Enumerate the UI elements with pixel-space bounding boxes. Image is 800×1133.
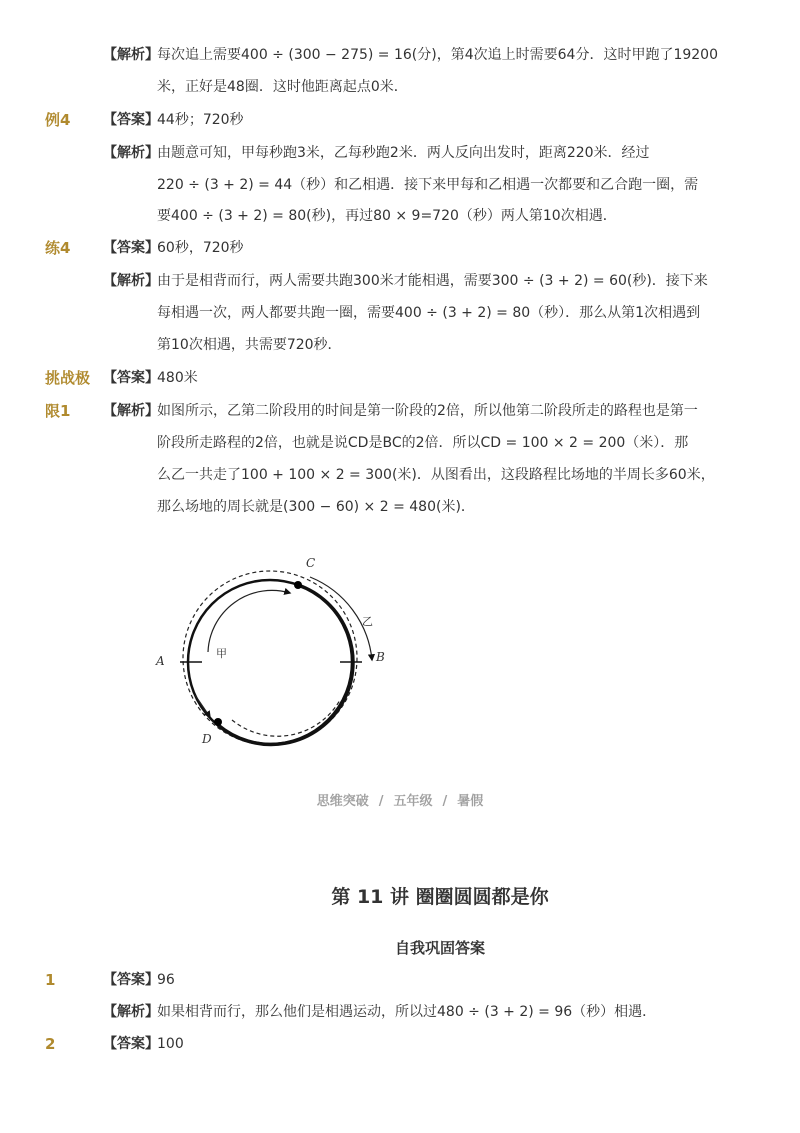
yi-path-arc	[218, 585, 353, 744]
answer-text: 96	[157, 972, 175, 988]
answer-text: 44秒；720秒	[157, 112, 244, 128]
answer-tag: 【答案】	[103, 370, 159, 386]
analysis-tag: 【解析】	[103, 403, 159, 419]
footer-term: 暑假	[457, 794, 484, 809]
chapter-subtitle: 自我巩固答案	[394, 939, 485, 957]
jia-direction-arrow	[208, 590, 290, 652]
page-footer	[0, 790, 800, 809]
analysis-text: 第10次相遇，共需要720秒．	[157, 337, 342, 353]
question-number: 2	[45, 1035, 56, 1053]
answer-text: 100	[157, 1036, 184, 1052]
label-jia: 甲	[216, 647, 227, 660]
analysis-tag: 【解析】	[103, 1004, 159, 1020]
label-c: C	[306, 556, 316, 570]
circular-track-diagram	[140, 545, 400, 755]
chapter-title: 第 11 讲 圈圈圆圆都是你	[331, 886, 549, 908]
analysis-text: 由于是相背而行，两人需要共跑300米才能相遇，需要300 ÷ (3 + 2) = 60(秒)．接下来	[157, 273, 708, 289]
practice-4-label: 练4	[45, 239, 71, 257]
analysis-text: 220 ÷ (3 + 2) = 44（秒）和乙相遇．接下来甲每和乙相遇一次都要和乙合跑一圈，需	[157, 177, 699, 193]
analysis-text: 要400 ÷ (3 + 2) = 80(秒)，再过80 × 9=720（秒）两人第10次相遇．	[157, 208, 617, 224]
answer-tag: 【答案】	[103, 1036, 159, 1052]
analysis-text: 如果相背而行，那么他们是相遇运动，所以过480 ÷ (3 + 2) = 96（秒）相遇．	[157, 1004, 657, 1020]
point-d	[214, 718, 222, 726]
footer-book: 思维突破	[316, 794, 369, 809]
analysis-tag: 【解析】	[103, 273, 159, 289]
analysis-text: 米，正好是48圈．这时他距离起点0米．	[157, 79, 408, 95]
analysis-text: 如图所示，乙第二阶段用的时间是第一阶段的2倍，所以他第二阶段所走的路程也是第一	[157, 403, 698, 419]
label-b: B	[376, 650, 385, 664]
analysis-text: 么乙一共走了100 + 100 × 2 = 300(米)．从图看出，这段路程比场地的半周长多60米，	[157, 467, 715, 483]
footer-grade: 五年级	[393, 794, 433, 809]
answer-tag: 【答案】	[103, 240, 159, 256]
answer-text: 480米	[157, 370, 198, 386]
analysis-text: 阶段所走路程的2倍，也就是说CD是BC的2倍．所以CD = 100 × 2 = 200（米）．那	[157, 435, 689, 451]
analysis-tag: 【解析】	[103, 145, 159, 161]
answer-tag: 【答案】	[103, 112, 159, 128]
analysis-text: 每相遇一次，两人都要共跑一圈，需要400 ÷ (3 + 2) = 80（秒）．那么从第1次相遇到	[157, 305, 701, 321]
question-number: 1	[45, 971, 56, 989]
point-c	[294, 581, 302, 589]
challenge-label-cont: 限1	[45, 402, 71, 420]
inner-dashed-arc	[232, 700, 340, 736]
analysis-tag: 【解析】	[103, 47, 159, 63]
footer-sep: /	[442, 794, 448, 809]
answer-text: 60秒，720秒	[157, 240, 244, 256]
label-a: A	[156, 654, 165, 668]
answer-tag: 【答案】	[103, 972, 159, 988]
footer-sep: /	[378, 794, 384, 809]
analysis-text: 每次追上需要400 ÷ (300 − 275) = 16(分)，第4次追上时需要64分．这时甲跑了19200	[157, 47, 718, 63]
analysis-text: 那么场地的周长就是(300 − 60) × 2 = 480(米)．	[157, 499, 475, 515]
challenge-label: 挑战极	[45, 369, 91, 387]
analysis-text: 由题意可知，甲每秒跑3米，乙每秒跑2米．两人反向出发时，距离220米．经过	[157, 145, 650, 161]
example-4-label: 例4	[45, 111, 71, 129]
label-yi: 乙	[362, 615, 373, 628]
label-d: D	[202, 732, 212, 746]
